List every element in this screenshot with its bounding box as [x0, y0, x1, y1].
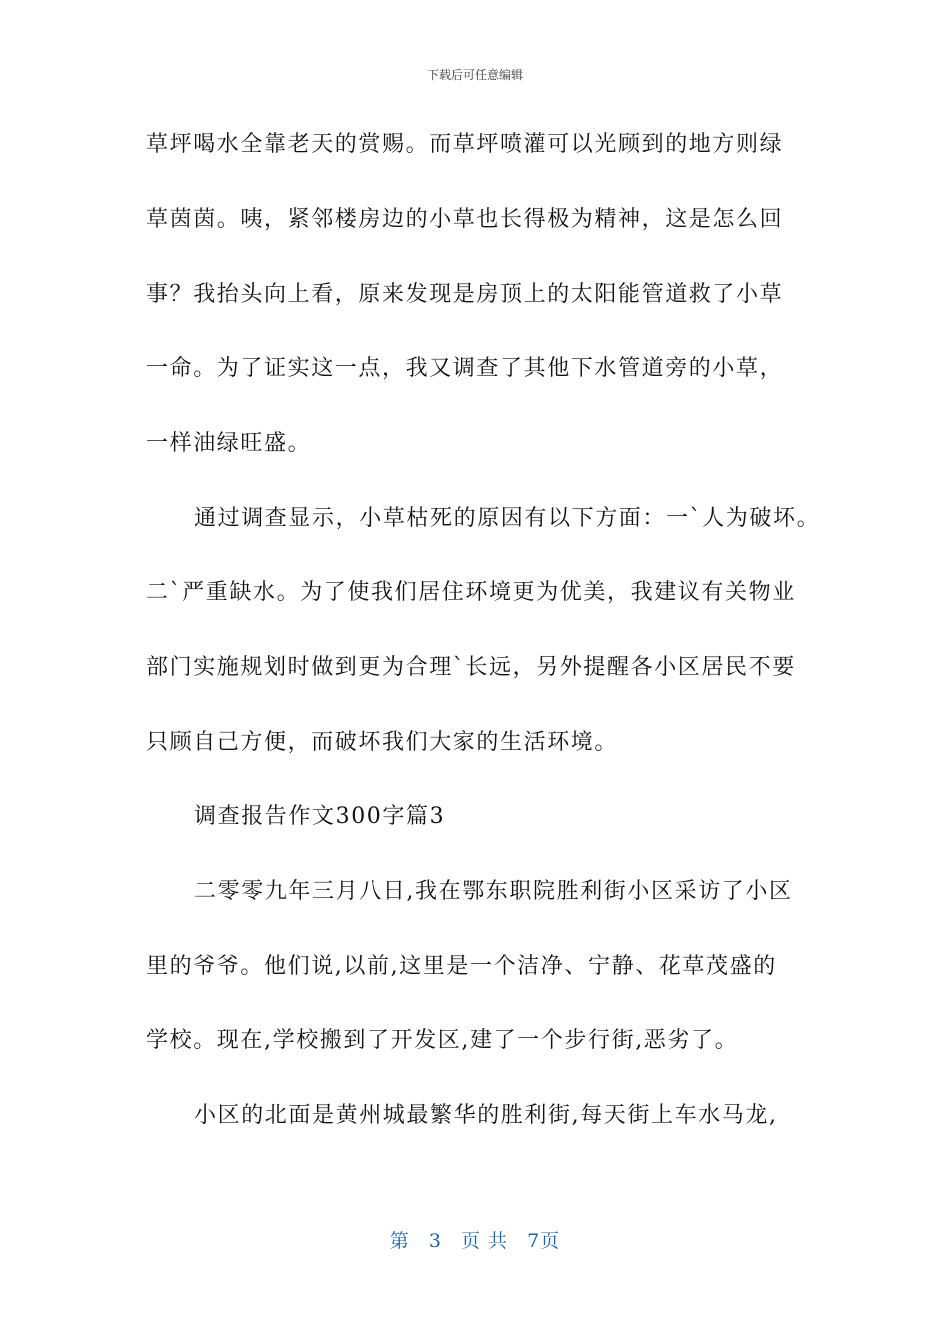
- footer-current-page: 3: [428, 1230, 442, 1252]
- text-line: 只顾自己方便，而破坏我们大家的生活环境。: [146, 730, 619, 755]
- header-note: 下载后可任意编辑: [426, 68, 523, 82]
- text-line: 通过调查显示，小草枯死的原因有以下方面：一`人为破坏。: [194, 506, 821, 531]
- text-line: 一命。为了证实这一点，我又调查了其他下水管道旁的小草，: [146, 356, 784, 381]
- footer-total-pages: 7页: [527, 1230, 561, 1252]
- text-line: 一样油绿旺盛。: [146, 431, 312, 456]
- text-line: 里的爷爷。他们说,以前,这里是一个洁净、宁静、花草茂盛的: [146, 954, 777, 979]
- text-line: 二零零九年三月八日,我在鄂东职院胜利街小区采访了小区: [194, 879, 793, 904]
- text-line: 学校。现在,学校搬到了开发区,建了一个步行街,恶劣了。: [146, 1028, 739, 1053]
- footer-prefix: 第: [389, 1230, 410, 1252]
- text-line: 二`严重缺水。为了使我们居住环境更为优美，我建议有关物业: [146, 580, 796, 605]
- text-line: 部门实施规划时做到更为合理`长远，另外提醒各小区居民不要: [146, 655, 796, 680]
- text-line: 小区的北面是黄州城最繁华的胜利街,每天街上车水马龙,: [194, 1103, 778, 1128]
- text-line: 草坪喝水全靠老天的赏赐。而草坪喷灌可以光顾到的地方则绿: [146, 132, 784, 157]
- section-heading: 调查报告作文300字篇3: [194, 804, 446, 829]
- text-line: 草茵茵。咦，紧邻楼房边的小草也长得极为精神，这是怎么回: [146, 207, 784, 232]
- page-footer: [0, 1226, 950, 1253]
- footer-middle: 页 共: [461, 1230, 509, 1252]
- text-line: 事？我抬头向上看，原来发现是房顶上的太阳能管道救了小草: [146, 282, 784, 307]
